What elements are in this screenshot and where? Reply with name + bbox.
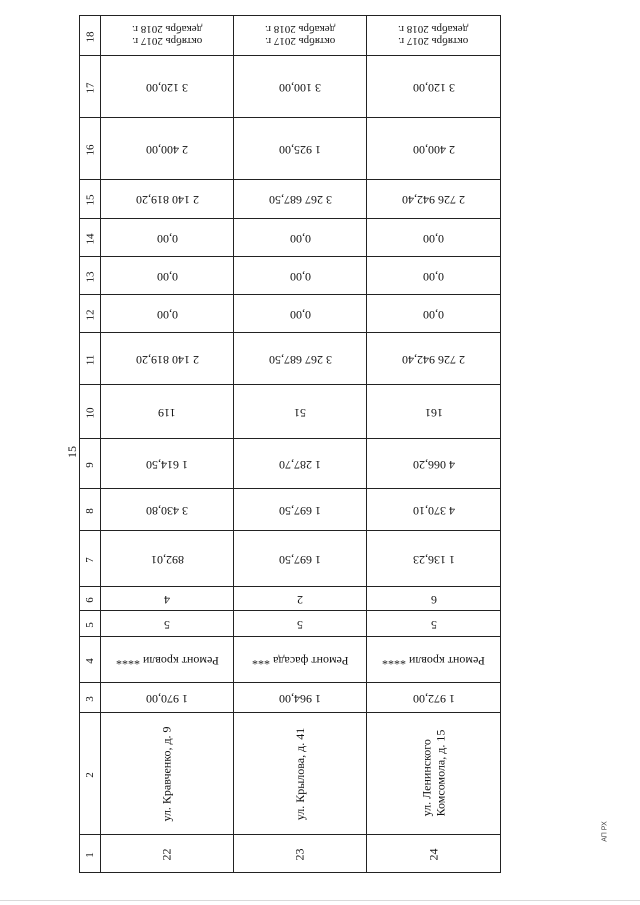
cell-row-22-col-5: [101, 611, 234, 637]
column-number: 6: [84, 596, 96, 603]
cell-row-23-col-9: [234, 439, 367, 489]
column-number-cell: [80, 385, 101, 439]
column-number: 7: [84, 556, 96, 563]
value: 161: [424, 405, 443, 420]
period-end: декабрь 2018 г.: [131, 22, 203, 35]
cell-row-24-col-1: [367, 835, 501, 873]
row-number: 23: [292, 848, 307, 860]
value: 0,00: [156, 231, 178, 246]
value: 0,00: [289, 231, 311, 246]
value: 0,00: [423, 307, 444, 322]
value: 3 100,00: [279, 80, 321, 95]
column-number: 18: [84, 31, 96, 42]
value: 5: [430, 617, 437, 632]
cell-row-22-col-8: [101, 489, 234, 531]
cell-row-23-col-2: [234, 713, 367, 835]
value: 5: [297, 617, 303, 632]
value: 4 066,20: [412, 457, 455, 472]
cell-row-23-col-8: [234, 489, 367, 531]
value: 0,00: [423, 231, 444, 246]
footer-mark: АП РХ: [601, 821, 609, 842]
value: 6: [430, 592, 437, 607]
band-col-14: [80, 219, 501, 257]
column-number: 13: [84, 271, 96, 282]
cell-row-23-col-4: [234, 637, 367, 683]
cell-row-24-col-18: [367, 16, 501, 56]
value: 4 370,10: [412, 503, 455, 518]
address-line: Комсомола, д. 15: [433, 729, 448, 816]
band-col-7: [80, 531, 501, 587]
cell-row-22-col-13: [101, 257, 234, 295]
column-number: 10: [84, 407, 96, 418]
page-bottom-rule: [0, 900, 640, 901]
band-col-8: [80, 489, 501, 531]
cell-row-22-col-6: [101, 587, 234, 611]
building-area: 1 972,00: [412, 691, 455, 706]
cell-row-23-col-14: [234, 219, 367, 257]
cell-row-22-col-12: [101, 295, 234, 333]
cell-row-22-col-1: [101, 835, 234, 873]
value: 3 120,00: [146, 80, 188, 95]
column-number-cell: [80, 713, 101, 835]
cell-row-23-col-3: [234, 683, 367, 713]
row-number: 22: [159, 848, 174, 860]
cell-row-23-col-12: [234, 295, 367, 333]
cell-row-22-col-18: [101, 16, 234, 56]
page-number: 15: [65, 446, 79, 458]
period-start: октябрь 2017 г.: [132, 34, 203, 47]
band-col-15: [80, 180, 501, 219]
value: 1 614,50: [146, 457, 188, 472]
cell-row-23-col-13: [234, 257, 367, 295]
value: 119: [158, 405, 176, 420]
column-number-cell: [80, 333, 101, 385]
value: 0,00: [289, 269, 311, 284]
cell-row-24-col-7: [367, 531, 501, 587]
repair-register-table: [79, 15, 501, 873]
value: 3 430,80: [146, 503, 188, 518]
value: 0,00: [156, 307, 178, 322]
band-col-16: [80, 118, 501, 180]
cell-row-22-col-3: [101, 683, 234, 713]
band-col-9: [80, 439, 501, 489]
column-number-cell: [80, 637, 101, 683]
work-type: Ремонт фасада ***: [251, 653, 349, 668]
building-area: 1 970,00: [146, 691, 188, 706]
column-number: 4: [84, 657, 96, 664]
cell-row-24-col-9: [367, 439, 501, 489]
cell-row-23-col-17: [234, 56, 367, 118]
column-number-cell: [80, 257, 101, 295]
band-col-12: [80, 295, 501, 333]
column-number: 8: [84, 507, 96, 514]
band-col-18: [80, 16, 501, 56]
cell-row-24-col-3: [367, 683, 501, 713]
period-start: октябрь 2017 г.: [265, 34, 336, 47]
value: 5: [164, 617, 170, 632]
band-col-4: [80, 637, 501, 683]
band-col-10: [80, 385, 501, 439]
column-number-cell: [80, 683, 101, 713]
cell-row-23-col-16: [234, 118, 367, 180]
cell-row-22-col-10: [101, 385, 234, 439]
value: 2 726 942,40: [402, 193, 465, 207]
column-number-cell: [80, 295, 101, 333]
period-end: декабрь 2018 г.: [398, 22, 469, 35]
column-number-cell: [80, 611, 101, 637]
column-number: 9: [84, 461, 96, 468]
column-number-cell: [80, 587, 101, 611]
column-number-cell: [80, 219, 101, 257]
cell-row-22-col-2: [101, 713, 234, 835]
period-end: декабрь 2018 г.: [264, 22, 336, 35]
column-number: 12: [84, 309, 96, 320]
cell-row-24-col-10: [367, 385, 501, 439]
cell-row-23-col-10: [234, 385, 367, 439]
value: 2 140 819,20: [135, 193, 199, 207]
band-col-1: [80, 835, 501, 873]
work-period: [132, 23, 202, 47]
column-number-cell: [80, 835, 101, 873]
value: 1 697,50: [279, 552, 321, 567]
address-line: ул. Кравченко, д. 9: [159, 725, 174, 822]
cell-row-22-col-15: [101, 180, 234, 219]
value: 1 287,70: [279, 457, 321, 472]
band-col-11: [80, 333, 501, 385]
value: 4: [164, 592, 170, 607]
work-type: Ремонт кровли ****: [115, 653, 219, 668]
cell-row-24-col-16: [367, 118, 501, 180]
address: [419, 729, 447, 816]
column-number-cell: [80, 531, 101, 587]
cell-row-24-col-8: [367, 489, 501, 531]
building-area: 1 964,00: [279, 691, 321, 706]
cell-row-22-col-16: [101, 118, 234, 180]
band-col-3: [80, 683, 501, 713]
value: 0,00: [289, 307, 311, 322]
address: [293, 727, 307, 819]
column-number: 2: [84, 771, 96, 778]
address-line: ул. Крылова, д. 41: [293, 727, 307, 820]
column-number-cell: [80, 56, 101, 118]
band-col-17: [80, 56, 501, 118]
column-number: 11: [84, 354, 96, 365]
cell-row-22-col-17: [101, 56, 234, 118]
cell-row-23-col-7: [234, 531, 367, 587]
band-col-13: [80, 257, 501, 295]
cell-row-24-col-6: [367, 587, 501, 611]
address-line: ул. Ленинского: [419, 738, 434, 816]
column-number: 17: [84, 82, 96, 93]
cell-row-24-col-17: [367, 56, 501, 118]
column-number: 5: [84, 621, 96, 628]
column-number-cell: [80, 16, 101, 56]
cell-row-22-col-9: [101, 439, 234, 489]
cell-row-24-col-11: [367, 333, 501, 385]
value: 2 140 819,20: [135, 352, 199, 367]
cell-row-24-col-14: [367, 219, 501, 257]
value: 2 400,00: [412, 142, 455, 157]
value: 0,00: [423, 269, 444, 284]
column-number: 3: [84, 695, 96, 702]
band-col-6: [80, 587, 501, 611]
address: [160, 726, 174, 821]
cell-row-22-col-4: [101, 637, 234, 683]
cell-row-23-col-18: [234, 16, 367, 56]
value: 2 400,00: [146, 142, 188, 157]
cell-row-24-col-15: [367, 180, 501, 219]
cell-row-24-col-12: [367, 295, 501, 333]
cell-row-22-col-7: [101, 531, 234, 587]
row-number: 24: [426, 848, 440, 860]
value: 2 726 942,40: [402, 352, 465, 367]
column-number: 14: [84, 233, 96, 244]
value: 1 697,50: [279, 503, 321, 518]
cell-row-22-col-14: [101, 219, 234, 257]
column-number-cell: [80, 118, 101, 180]
cell-row-23-col-11: [234, 333, 367, 385]
cell-row-23-col-1: [234, 835, 367, 873]
cell-row-23-col-6: [234, 587, 367, 611]
value: 51: [294, 405, 306, 420]
value: 1 136,23: [412, 552, 455, 567]
work-period: [265, 23, 335, 47]
value: 892,01: [150, 552, 184, 567]
work-type: Ремонт кровли ****: [382, 653, 485, 668]
column-number-cell: [80, 489, 101, 531]
cell-row-23-col-15: [234, 180, 367, 219]
column-number-cell: [80, 180, 101, 219]
value: 1 925,00: [279, 142, 321, 157]
column-number: 15: [84, 194, 96, 206]
period-start: октябрь 2017 г.: [398, 34, 469, 47]
value: 3 267 687,50: [268, 352, 332, 367]
cell-row-24-col-2: [367, 713, 501, 835]
value: 2: [297, 592, 303, 607]
value: 3 267 687,50: [268, 193, 332, 207]
cell-row-22-col-11: [101, 333, 234, 385]
cell-row-24-col-4: [367, 637, 501, 683]
column-number-cell: [80, 439, 101, 489]
cell-row-24-col-13: [367, 257, 501, 295]
cell-row-23-col-5: [234, 611, 367, 637]
value: 0,00: [156, 269, 178, 284]
work-period: [398, 23, 468, 47]
value: 3 120,00: [412, 80, 455, 95]
band-col-2: [80, 713, 501, 835]
band-col-5: [80, 611, 501, 637]
column-number: 1: [84, 851, 96, 858]
cell-row-24-col-5: [367, 611, 501, 637]
column-number: 16: [84, 144, 96, 155]
